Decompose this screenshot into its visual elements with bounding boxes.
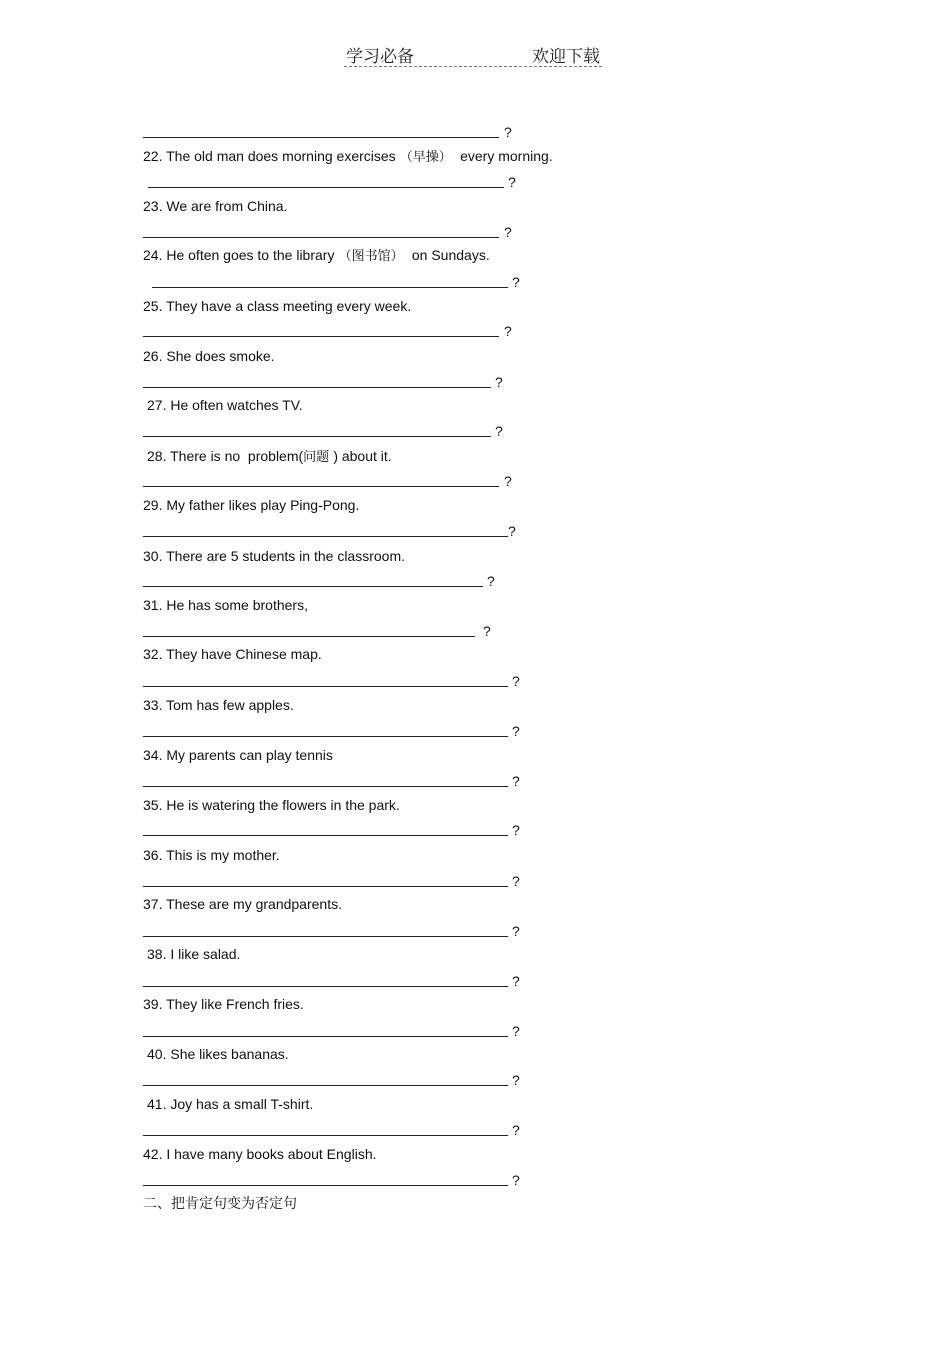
question-number: 42.	[143, 1146, 167, 1162]
question-text: They like French fries.	[166, 996, 304, 1012]
question-mark: ?	[512, 1172, 520, 1188]
question-number: 26.	[143, 348, 167, 364]
question-item	[143, 1146, 377, 1162]
question-text: He often goes to the library	[166, 247, 335, 263]
question-text: Joy has a small T-shirt.	[170, 1096, 314, 1112]
answer-line[interactable]	[143, 834, 508, 836]
question-number: 23.	[143, 198, 167, 214]
answer-line[interactable]	[143, 335, 499, 337]
question-number: 31.	[143, 597, 167, 613]
answer-line[interactable]	[143, 435, 491, 437]
question-item	[143, 198, 287, 214]
question-item	[147, 1096, 313, 1112]
question-text: Tom has few apples.	[166, 697, 294, 713]
question-number: 27.	[147, 397, 171, 413]
question-item	[143, 497, 359, 513]
question-text: These are my grandparents.	[166, 896, 342, 912]
question-item	[143, 298, 411, 314]
question-number: 35.	[143, 797, 167, 813]
question-item	[143, 996, 304, 1012]
question-text: We are from China.	[166, 198, 288, 214]
answer-line[interactable]	[143, 735, 508, 737]
question-text: He has some brothers,	[166, 597, 308, 613]
question-tail: on Sundays.	[411, 247, 490, 263]
page-header	[344, 40, 602, 67]
question-number: 39.	[143, 996, 167, 1012]
question-number: 41.	[147, 1096, 171, 1112]
question-number: 32.	[143, 646, 167, 662]
question-item	[143, 847, 280, 863]
answer-line[interactable]	[143, 1134, 508, 1136]
chinese-gloss: （图书馆）	[334, 249, 412, 264]
question-mark: ?	[508, 523, 516, 539]
question-text: There are 5 students in the classroom.	[166, 548, 406, 564]
question-number: 38.	[147, 946, 171, 962]
answer-line[interactable]	[143, 136, 499, 138]
answer-line[interactable]	[143, 885, 508, 887]
question-number: 36.	[143, 847, 167, 863]
question-mark: ?	[512, 723, 520, 739]
answer-line[interactable]	[143, 1184, 508, 1186]
question-mark: ?	[512, 1023, 520, 1039]
question-text: They have Chinese map.	[166, 646, 322, 662]
question-text: I have many books about English.	[166, 1146, 377, 1162]
answer-line[interactable]	[143, 535, 508, 537]
question-item	[143, 247, 490, 265]
question-item	[147, 1046, 289, 1062]
answer-line[interactable]	[143, 985, 508, 987]
question-number: 30.	[143, 548, 167, 564]
question-mark: ?	[508, 174, 516, 190]
question-mark: ?	[504, 473, 512, 489]
answer-line[interactable]	[143, 935, 508, 937]
question-number: 25.	[143, 298, 167, 314]
question-item	[143, 747, 333, 763]
question-item	[143, 597, 308, 613]
question-text: They have a class meeting every week.	[166, 298, 412, 314]
question-mark: ?	[504, 224, 512, 240]
question-text: I like salad.	[170, 946, 241, 962]
header-right-text: 欢迎下载	[532, 47, 600, 67]
question-item	[147, 448, 392, 466]
question-mark: ?	[512, 1122, 520, 1138]
answer-line[interactable]	[143, 585, 483, 587]
question-number: 29.	[143, 497, 167, 513]
question-text: She likes bananas.	[170, 1046, 289, 1062]
answer-line[interactable]	[143, 236, 499, 238]
answer-line[interactable]	[143, 485, 499, 487]
question-tail: ) about it.	[333, 448, 392, 464]
question-text: She does smoke.	[166, 348, 275, 364]
answer-line[interactable]	[152, 286, 508, 288]
answer-line[interactable]	[143, 685, 508, 687]
question-text: My father likes play Ping-Pong.	[166, 497, 360, 513]
question-mark: ?	[487, 573, 495, 589]
chinese-gloss: （早操）	[395, 150, 461, 165]
answer-line[interactable]	[143, 1084, 508, 1086]
question-mark: ?	[512, 873, 520, 889]
question-item	[143, 896, 342, 912]
question-text: The old man does morning exercises	[166, 148, 396, 164]
question-number: 22.	[143, 148, 167, 164]
question-mark: ?	[512, 822, 520, 838]
header-left-text: 学习必备	[346, 47, 414, 67]
question-mark: ?	[512, 274, 520, 290]
question-item	[143, 148, 553, 166]
question-mark: ?	[495, 423, 503, 439]
answer-line[interactable]	[143, 635, 475, 637]
question-mark: ?	[512, 673, 520, 689]
question-number: 37.	[143, 896, 167, 912]
section-title: 二、把肯定句变为否定句	[143, 1196, 297, 1212]
question-text: This is my mother.	[166, 847, 280, 863]
question-number: 33.	[143, 697, 167, 713]
question-tail: every morning.	[460, 148, 553, 164]
question-text: My parents can play tennis	[166, 747, 333, 763]
question-mark: ?	[512, 973, 520, 989]
question-mark: ?	[495, 374, 503, 390]
question-number: 28.	[147, 448, 171, 464]
question-mark: ?	[504, 323, 512, 339]
answer-line[interactable]	[148, 186, 504, 188]
question-text: He often watches TV.	[170, 397, 303, 413]
question-number: 40.	[147, 1046, 171, 1062]
answer-line[interactable]	[143, 386, 491, 388]
question-item	[143, 548, 405, 564]
question-item	[143, 797, 400, 813]
question-item	[143, 697, 294, 713]
question-number: 34.	[143, 747, 167, 763]
question-mark: ?	[483, 623, 491, 639]
question-mark: ?	[512, 923, 520, 939]
question-mark: ?	[512, 1072, 520, 1088]
question-item	[147, 397, 303, 413]
question-number: 24.	[143, 247, 167, 263]
question-mark: ?	[512, 773, 520, 789]
answer-line[interactable]	[143, 785, 508, 787]
question-text: He is watering the flowers in the park.	[166, 797, 400, 813]
question-mark: ?	[504, 124, 512, 140]
question-item	[147, 946, 240, 962]
question-item	[143, 348, 275, 364]
question-text: There is no problem(	[170, 448, 304, 464]
answer-line[interactable]	[143, 1035, 508, 1037]
question-item	[143, 646, 322, 662]
chinese-gloss: 问题	[303, 450, 334, 465]
